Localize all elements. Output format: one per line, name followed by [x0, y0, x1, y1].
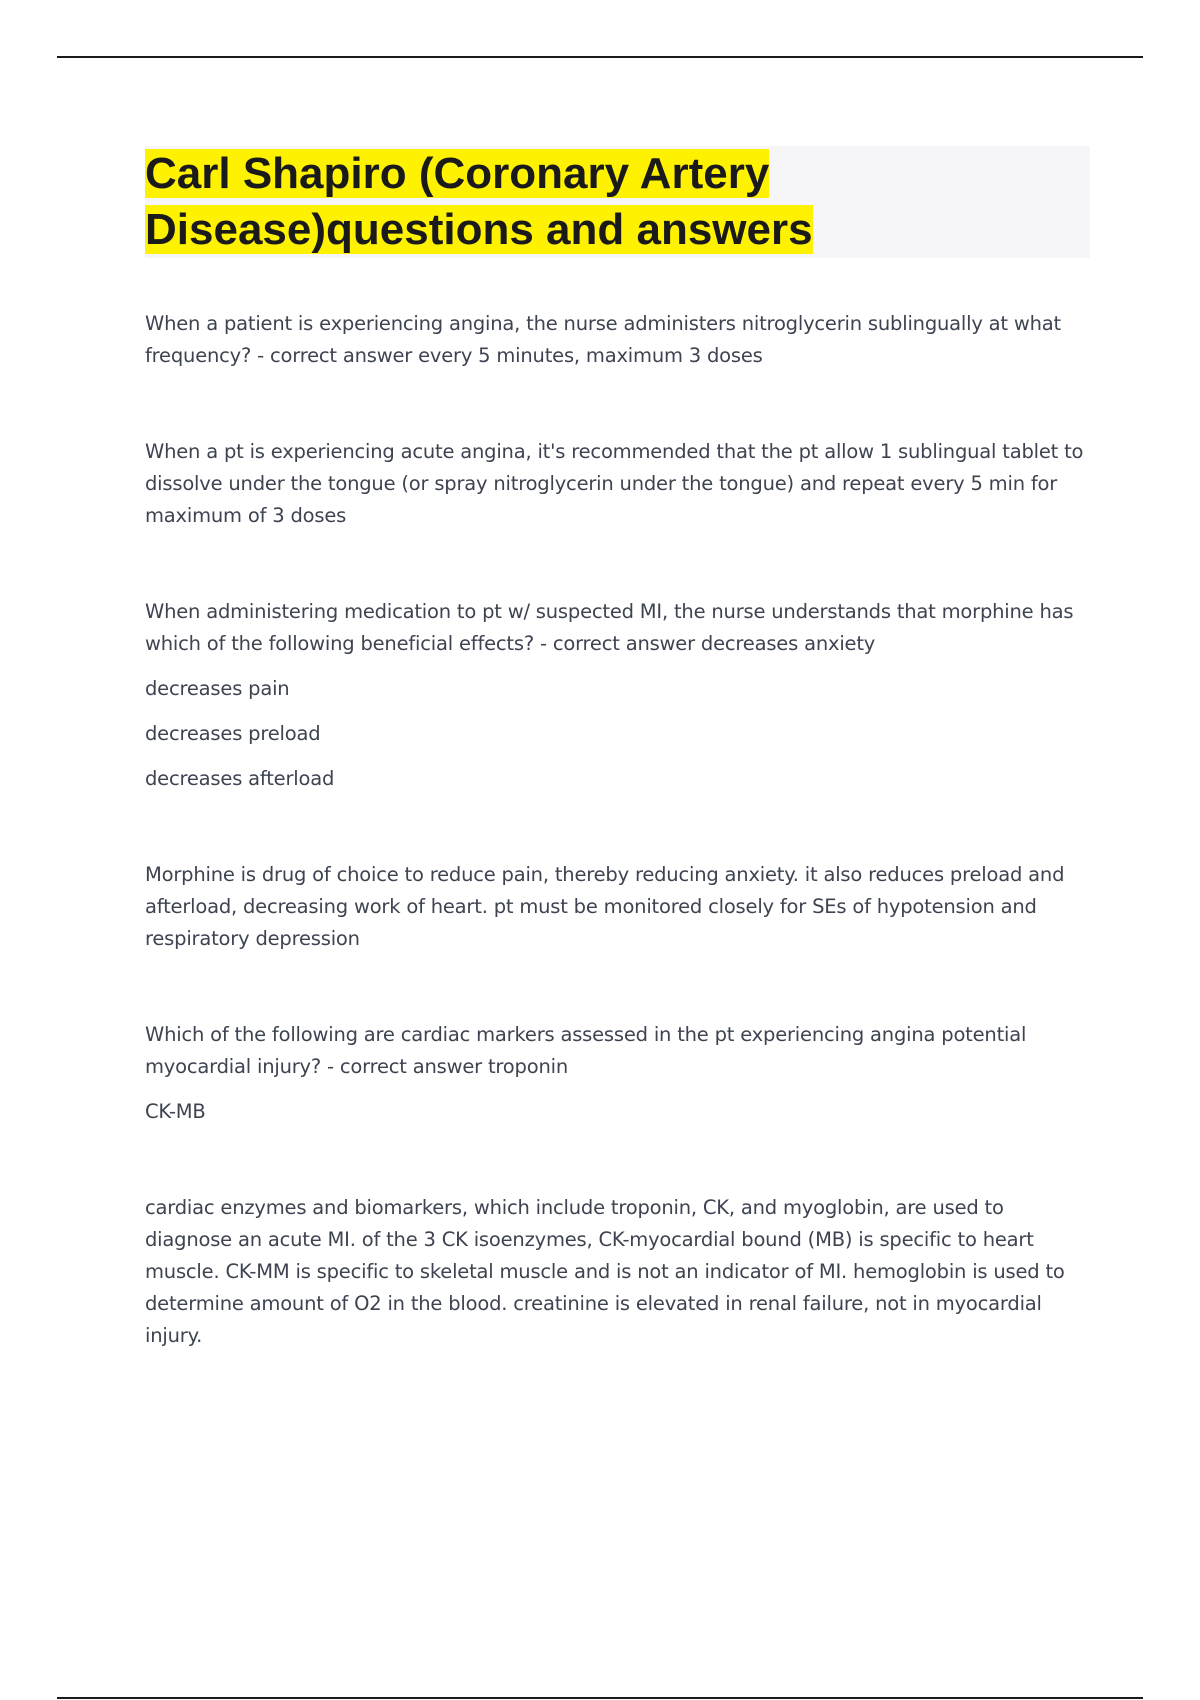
rationale-text: Morphine is drug of choice to reduce pain, thereby reducing anxiety. it also reduces preload and afterload, decreasing work of heart. pt must be monitored closely for SEs of hypotension and respiratory depression	[145, 863, 1065, 950]
rationale-text: When a pt is experiencing acute angina, it's recommended that the pt allow 1 sublingual tablet to dissolve under the tongue (or spray nitroglycerin under the tongue) and repeat every 5 min for maximum of 3 doses	[145, 440, 1084, 527]
title-highlight: Carl Shapiro (Coronary Artery Disease)questions and answers	[145, 149, 813, 254]
answer-item: decreases pain	[145, 677, 290, 700]
question-block	[145, 308, 1090, 372]
rationale-block	[145, 1192, 1090, 1352]
document-page	[145, 146, 1090, 1352]
rationale-text: cardiac enzymes and biomarkers, which include troponin, CK, and myoglobin, are used to diagnose an acute MI. of the 3 CK isoenzymes, CK-myocardial bound (MB) is specific to heart muscle. CK-MM is specific to skeletal muscle and is not an indicator of MI. hemoglobin is used to determine amount of O2 in the blood. creatinine is elevated in renal failure, not in myocardial injury.	[145, 1196, 1065, 1347]
answer-item: decreases preload	[145, 722, 321, 745]
top-rule	[57, 56, 1143, 58]
question-block	[145, 596, 1090, 795]
question-text: Which of the following are cardiac markers assessed in the pt experiencing angina potential myocardial injury? - correct answer troponin	[145, 1023, 1027, 1078]
bottom-rule	[57, 1697, 1143, 1699]
question-block	[145, 1019, 1090, 1128]
rationale-block	[145, 436, 1090, 532]
document-title	[145, 146, 865, 258]
answer-item: decreases afterload	[145, 767, 335, 790]
answer-item: CK-MB	[145, 1100, 206, 1123]
question-text: When administering medication to pt w/ suspected MI, the nurse understands that morphine has which of the following beneficial effects? - correct answer decreases anxiety	[145, 600, 1074, 655]
rationale-block	[145, 859, 1090, 955]
title-block	[145, 146, 1090, 258]
question-text: When a patient is experiencing angina, the nurse administers nitroglycerin sublingually at what frequency? - correct answer every 5 minutes, maximum 3 doses	[145, 312, 1061, 367]
